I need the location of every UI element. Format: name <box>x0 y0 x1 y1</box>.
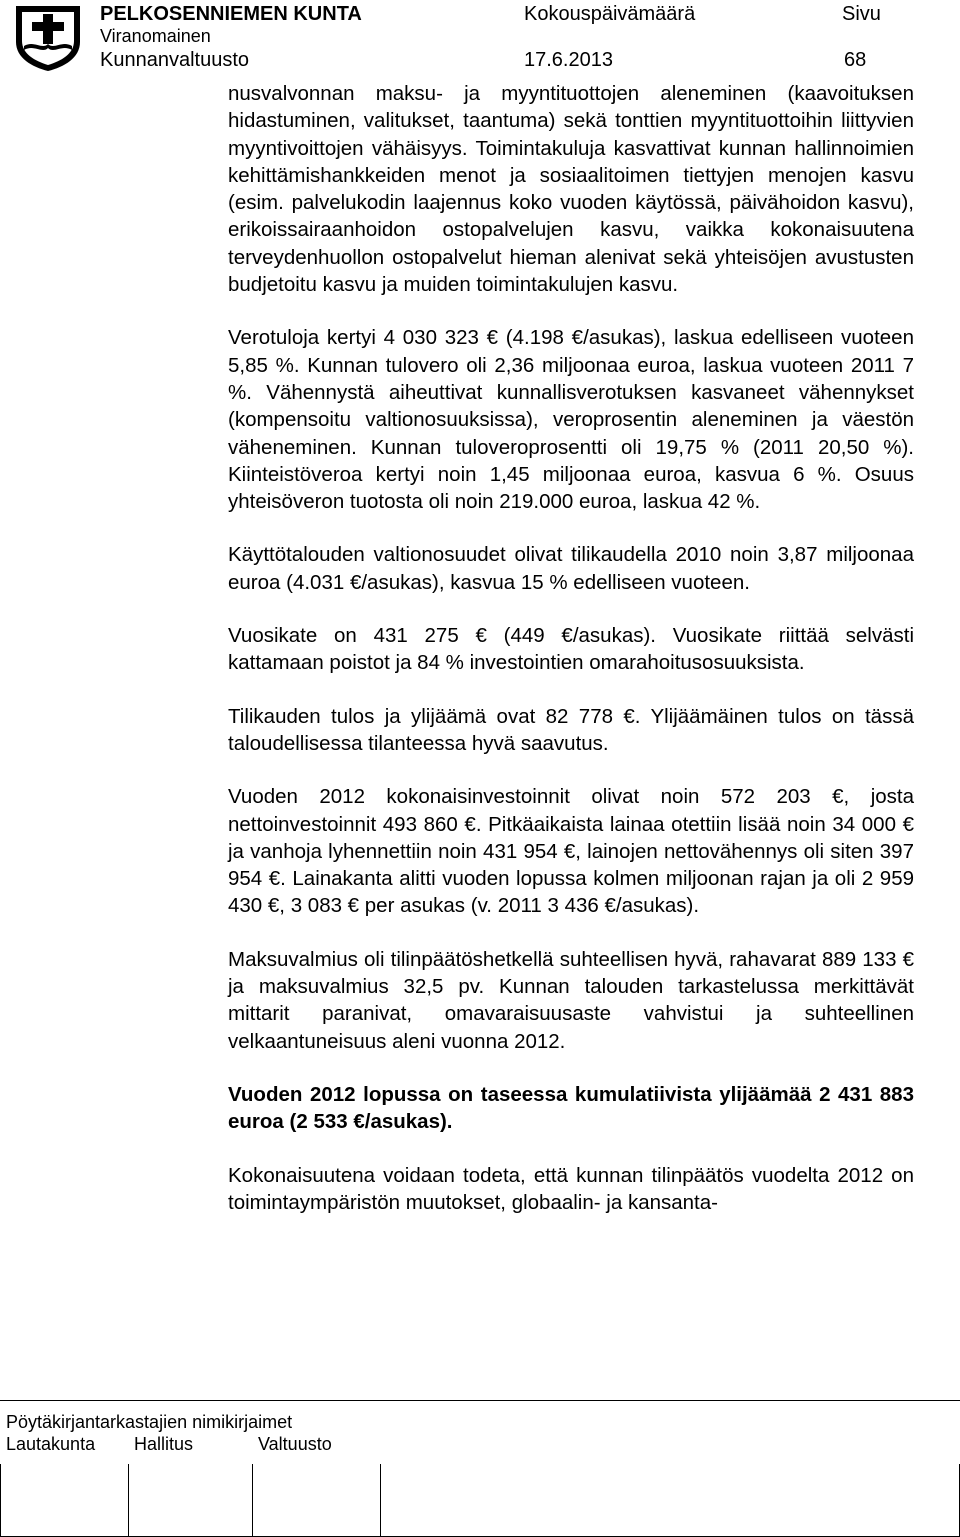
column-lautakunta: Lautakunta <box>6 1434 96 1454</box>
meeting-date: 17.6.2013 <box>524 49 613 71</box>
paragraph: Maksuvalmius oli tilinpäätöshetkellä suhteellisen hyvä, rahavarat 889 133 € ja maksuvalmius 32,5 pv. Kunnan talouden tarkastelussa merkittävät mittarit paranivat, omavaraisuusaste vahvistui ja suhteellinen velkaantuneisuus aleni vuonna 2012. <box>228 947 914 1053</box>
column-valtuusto: Valtuusto <box>258 1434 332 1454</box>
document-body <box>228 80 914 1242</box>
paragraph: nusvalvonnan maksu- ja myyntituottojen aleneminen (kaavoituksen hidastuminen, valitukset, taantuma) sekä tonttien myyntituottoihin liittyvien myyntivoittojen vähäisyys. Toimintakuluja kasvattivat kunnan hallinnoimien kehittämishankkeiden menot ja sosiaalitoimen tiettyjen menojen kasvu (esim. palvelukodin laajennus koko vuoden käytössä, päivähoidon kasvu), erikoissairaanhoidon ostopalvelujen kasvu, vaikka kokonaisuutena terveydenhuollon ostopalvelut hieman alenivat sekä yhteisöjen avustusten budjetoitu kasvu ja muiden toimintakulujen kasvu. <box>228 82 914 297</box>
meeting-date-label: Kokouspäivämäärä <box>524 3 696 25</box>
footer-title: Pöytäkirjantarkastajien nimikirjaimet <box>6 1412 293 1432</box>
paragraph: Käyttötalouden valtionosuudet olivat tilikaudella 2010 noin 3,87 miljoonaa euroa (4.031 €/asukas), kasvua 15 % edelliseen vuoteen. <box>228 543 914 594</box>
column-hallitus: Hallitus <box>134 1434 194 1454</box>
coat-of-arms-icon <box>12 4 84 72</box>
column-divider <box>128 1464 129 1536</box>
footer-columns <box>0 1434 960 1462</box>
column-divider <box>252 1464 253 1536</box>
authority-name: Kunnanvaltuusto <box>100 49 250 71</box>
paragraph: Tilikauden tulos ja ylijäämä ovat 82 778 €. Ylijäämäinen tulos on tässä taloudellisessa tilanteessa hyvä saavutus. <box>228 704 914 755</box>
organization-name: PELKOSENNIEMEN KUNTA <box>100 3 362 25</box>
footer-divider <box>0 1400 960 1401</box>
paragraph: Kokonaisuutena voidaan todeta, että kunnan tilinpäätös vuodelta 2012 on toimintaympäristön muutokset, globaalin- ja kansanta- <box>228 1163 914 1214</box>
bold-summary-paragraph: Vuoden 2012 lopussa on taseessa kumulatiivista ylijäämää 2 431 883 euroa (2 533 €/asukas). <box>228 1082 914 1134</box>
paragraph: Verotuloja kertyi 4 030 323 € (4.198 €/asukas), laskua edelliseen vuoteen 5,85 %. Kunnan tulovero oli 2,36 miljoonaa euroa, laskua vuoteen 2011 7 %. Vähennystä aiheuttivat kunnallisverotuksen kasvaneet vähennykset (kompensoitu valtionosuuksissa), veroprosentin aleneminen ja väestön väheneminen. Kunnan tuloveroprosentti oli 19,75 % (2011 20,50 %). Kiinteistöveroa kertyi noin 1,45 miljoonaa euroa, kasvua 6 %. Osuus yhteisöveron tuotosta oli noin 219.000 euroa, laskua 42 %. <box>228 326 914 514</box>
initials-box <box>0 1464 960 1537</box>
page-number: 68 <box>844 49 867 71</box>
column-divider <box>380 1464 381 1536</box>
paragraph: Vuosikate on 431 275 € (449 €/asukas). Vuosikate riittää selvästi kattamaan poistot ja 84 % investointien omarahoitusosuuksista. <box>228 624 914 675</box>
paragraph: Vuoden 2012 kokonaisinvestoinnit olivat noin 572 203 €, josta nettoinvestoinnit 493 860 €. Pitkäaikaista lainaa otettiin lisää noin 34 000 € ja vanhoja lyhennettiin noin 431 954 €, lainojen nettovähennys oli siten 397 954 €. Lainakanta alitti vuoden lopussa kolmen miljoonan rajan ja oli 2 959 430 €, 3 083 € per asukas (v. 2011 3 436 €/asukas). <box>228 785 914 918</box>
page-label: Sivu <box>842 3 881 25</box>
authority-label: Viranomainen <box>100 26 211 46</box>
